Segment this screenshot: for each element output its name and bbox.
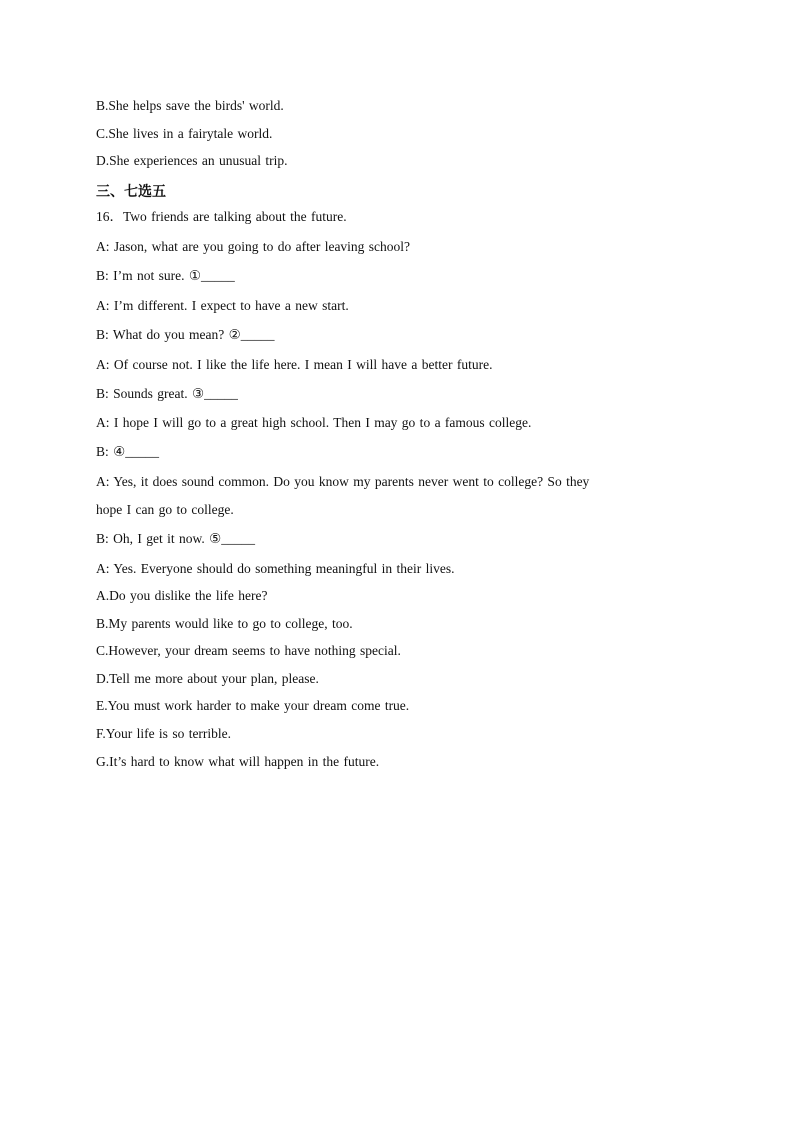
question-intro: 16．Two friends are talking about the future. [96,209,347,224]
option-f: F.Your life is so terrible. [96,726,232,741]
dialogue-line: A: Of course not. I like the life here. I mean I will have a better future. [96,357,493,372]
option-c: C.However, your dream seems to have nothing special. [96,643,401,658]
option-d: D.Tell me more about your plan, please. [96,671,319,686]
option-e: E.You must work harder to make your dream come true. [96,698,410,713]
previous-option-d: D.She experiences an unusual trip. [96,153,288,168]
option-b: B.My parents would like to go to college, too. [96,616,353,631]
option-g: G.It’s hard to know what will happen in the future. [96,754,380,769]
previous-option-c: C.She lives in a fairytale world. [96,126,273,141]
dialogue-line: B: ④_____ [96,444,159,459]
dialogue-line: B: I’m not sure. ①_____ [96,268,235,283]
dialogue-line: B: What do you mean? ②_____ [96,327,275,342]
previous-option-b: B.She helps save the birds' world. [96,98,284,113]
dialogue-line: B: Oh, I get it now. ⑤_____ [96,531,255,546]
option-a: A.Do you dislike the life here? [96,588,268,603]
dialogue-line: A: I hope I will go to a great high school. Then I may go to a famous college. [96,415,532,430]
dialogue-line: A: Jason, what are you going to do after leaving school? [96,239,411,254]
dialogue-line: A: I’m different. I expect to have a new start. [96,298,349,313]
dialogue-line: B: Sounds great. ③_____ [96,386,238,401]
dialogue-line: hope I can go to college. [96,502,234,517]
section-heading: 三、七选五 [96,184,166,200]
dialogue-line: A: Yes, it does sound common. Do you know my parents never went to college? So they [96,474,590,489]
dialogue-line: A: Yes. Everyone should do something meaningful in their lives. [96,561,455,576]
